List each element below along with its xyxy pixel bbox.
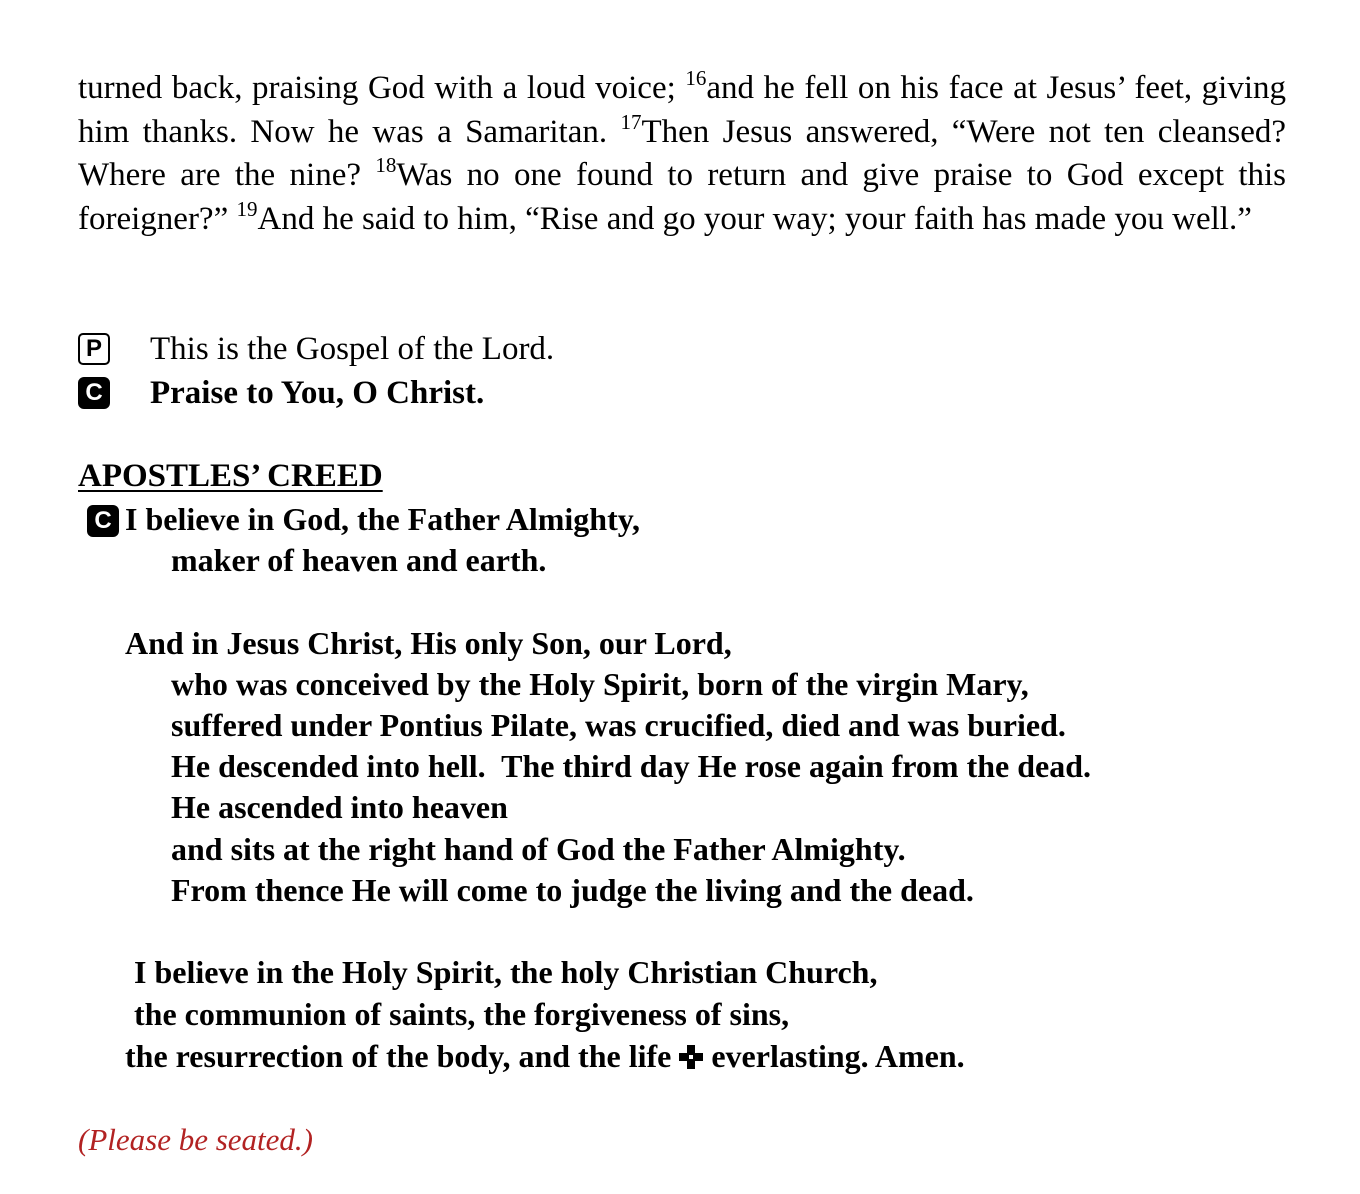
creed-line: And in Jesus Christ, His only Son, our Lord,: [125, 625, 732, 661]
gospel-text: Then Jesus answered, “Were not ten cleansed? Where are the nine?: [78, 113, 1286, 193]
creed-line: I believe in the Holy Spirit, the holy Christian Church,: [134, 954, 878, 990]
creed-line: I believe in God, the Father Almighty,: [125, 501, 640, 537]
verse-number: 17: [620, 109, 642, 134]
verse-number: 16: [685, 66, 707, 90]
congregation-marker-icon: C: [87, 505, 119, 537]
pastor-response: [78, 329, 555, 369]
gospel-reading: [78, 67, 1286, 241]
creed-line: who was conceived by the Holy Spirit, born of the virgin Mary,: [171, 666, 1029, 702]
congregation-response: [78, 373, 485, 413]
gospel-text: And he said to him, “Rise and go your way; your faith has made you well.”: [257, 200, 1252, 237]
creed-line: the communion of saints, the forgiveness of sins,: [134, 996, 790, 1032]
rubric-instruction: (Please be seated.): [78, 1122, 313, 1157]
verse-number: 18: [375, 153, 397, 177]
gospel-text: Was no one found to return and give praise to God except this foreigner?”: [78, 157, 1287, 237]
congregation-response-text: Praise to You, O Christ.: [150, 375, 485, 411]
creed-line: maker of heaven and earth.: [171, 542, 547, 578]
gospel-text: and he fell on his face at Jesus’ feet, giving him thanks. Now he was a Samaritan.: [78, 70, 1286, 150]
creed-line-text: the resurrection of the body, and the life: [125, 1038, 672, 1074]
creed-line: and sits at the right hand of God the Father Almighty.: [171, 831, 906, 867]
pastor-marker-icon: P: [78, 333, 110, 365]
pastor-response-text: This is the Gospel of the Lord.: [150, 331, 555, 367]
creed-line-text: everlasting. Amen.: [711, 1038, 965, 1074]
creed-line: suffered under Pontius Pilate, was crucified, died and was buried.: [171, 707, 1066, 743]
creed-line-final: [125, 1036, 965, 1076]
creed-heading: APOSTLES’ CREED: [78, 458, 383, 494]
creed-line: From thence He will come to judge the living and the dead.: [171, 872, 974, 908]
creed-line: He descended into hell. The third day He rose again from the dead.: [171, 748, 1092, 784]
gospel-text: turned back, praising God with a loud voice;: [78, 70, 686, 106]
congregation-marker-icon: C: [78, 377, 110, 409]
verse-number: 19: [236, 196, 258, 221]
cross-icon: [679, 1045, 703, 1069]
creed-line: He ascended into heaven: [171, 789, 508, 825]
